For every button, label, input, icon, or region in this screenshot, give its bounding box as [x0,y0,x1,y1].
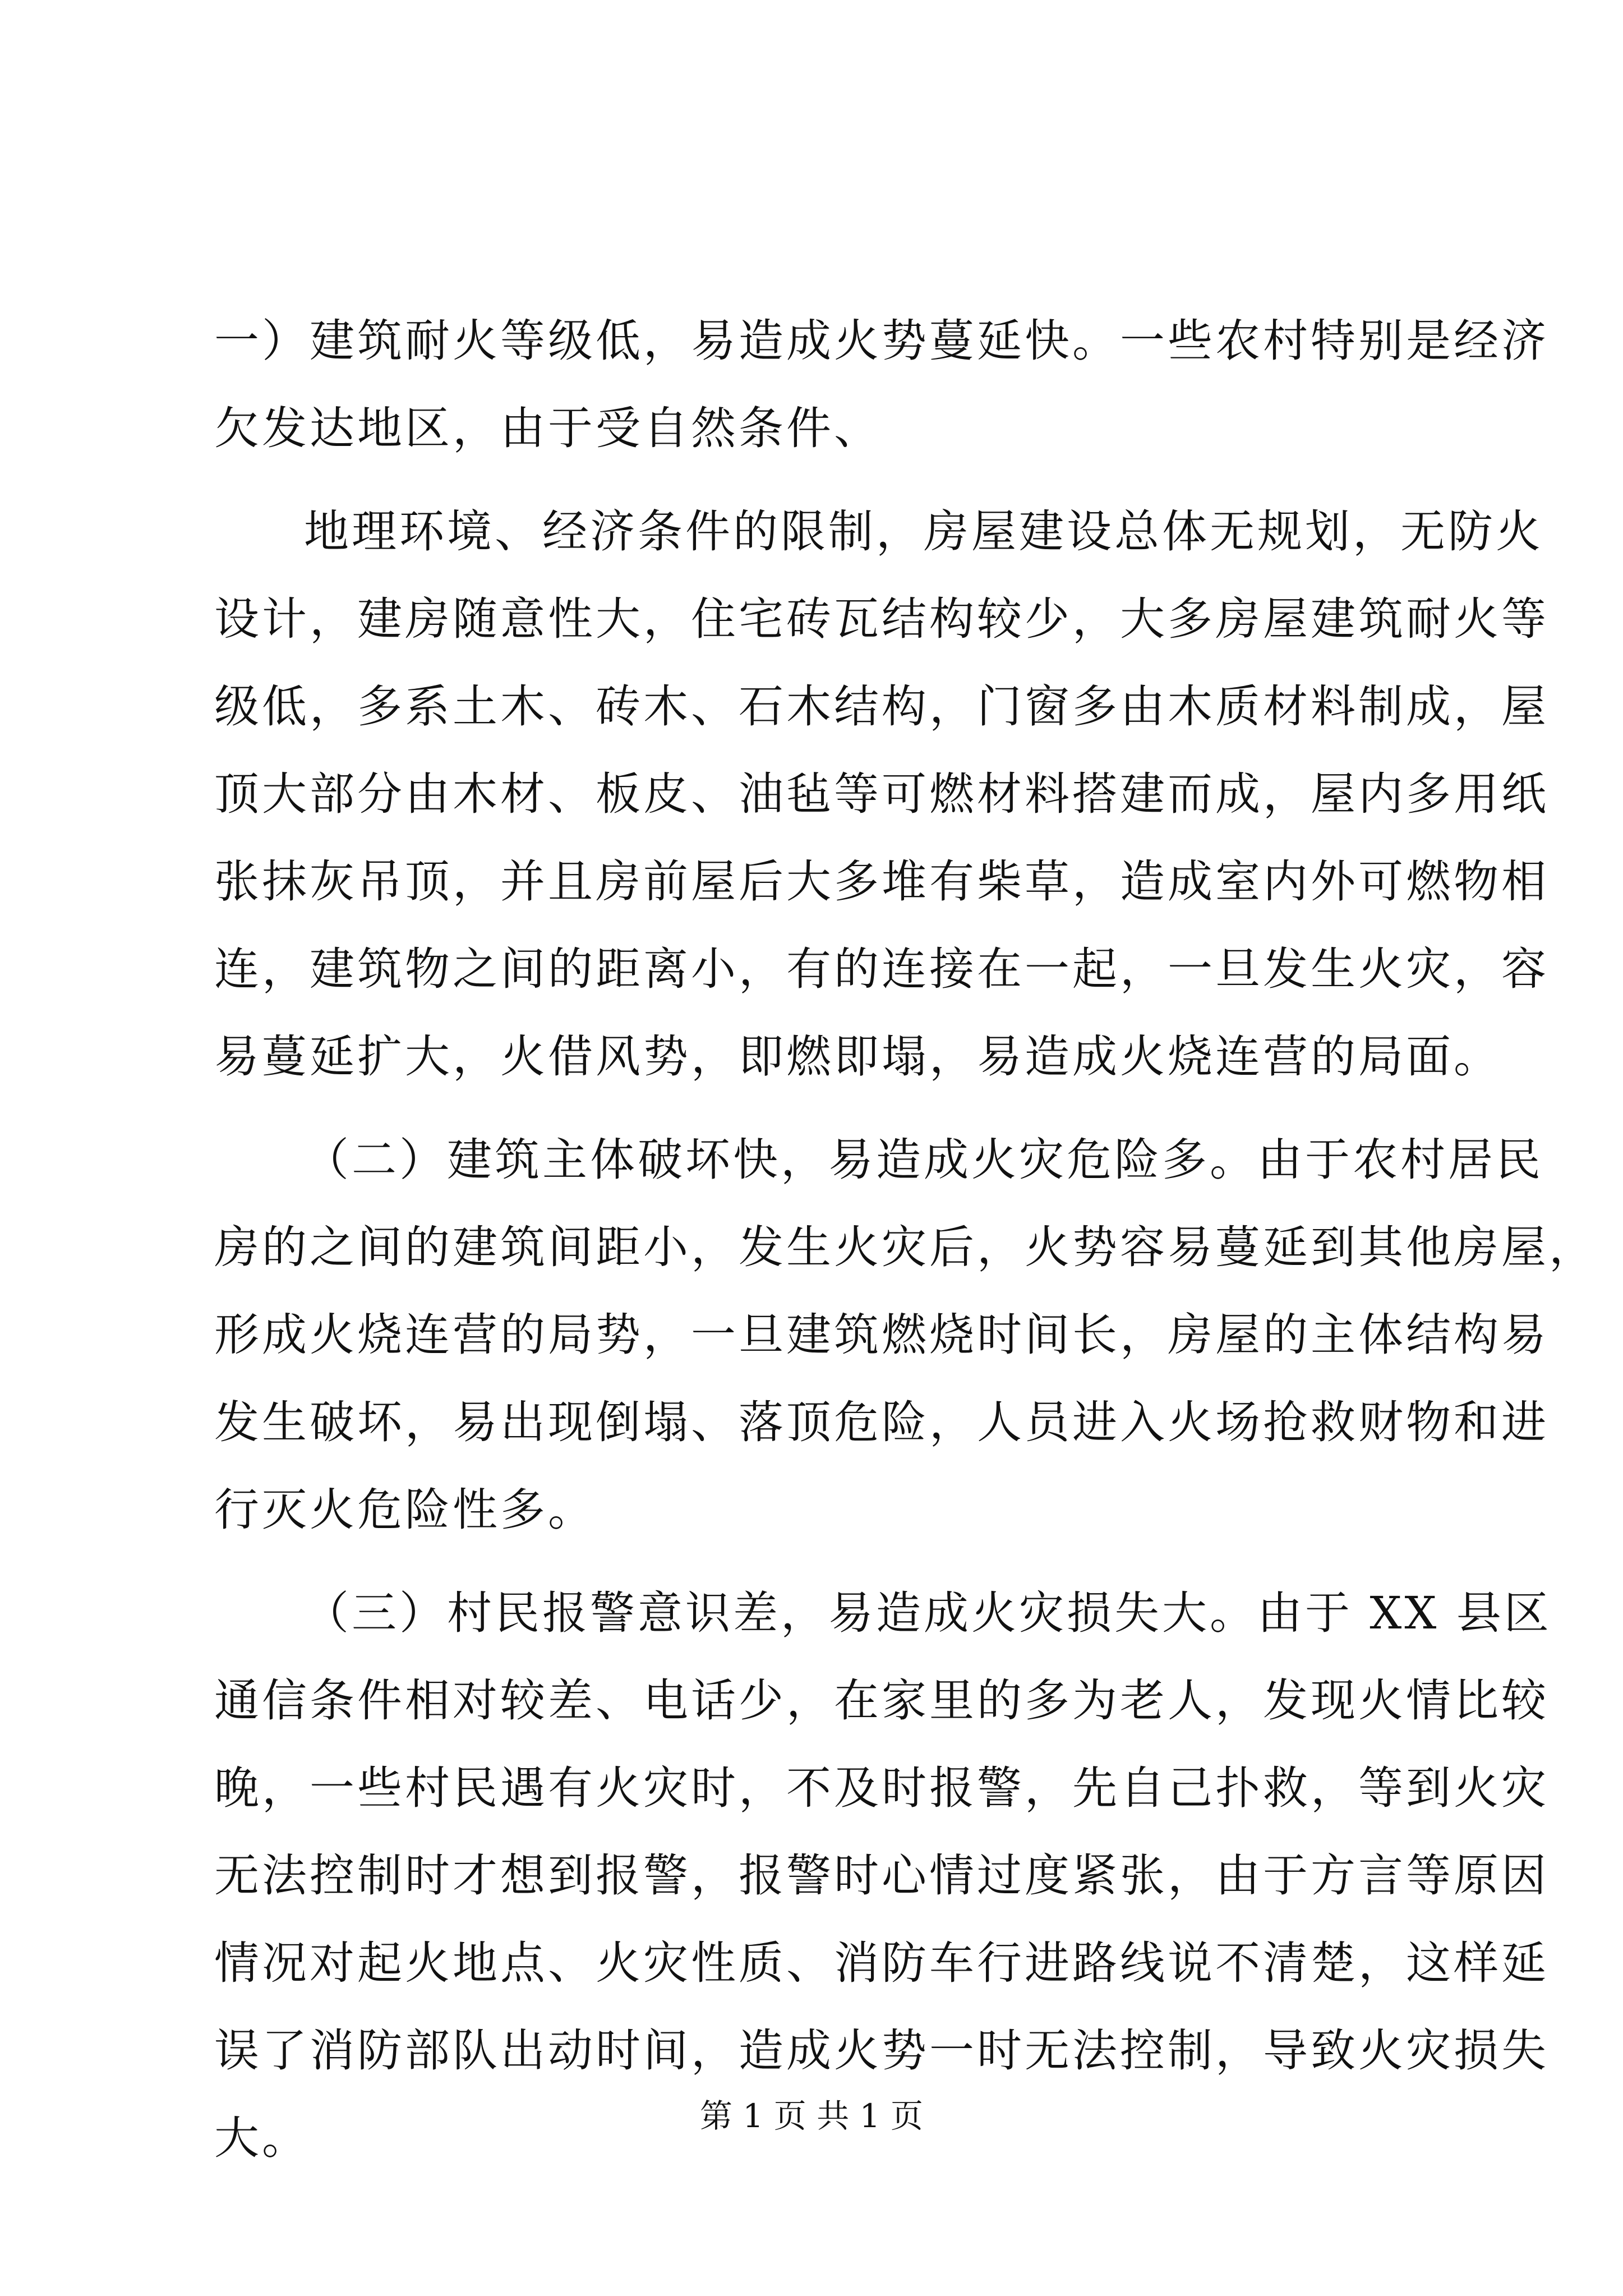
text-line: 情况对起火地点、火灾性质、消防车行进路线说不清楚，这样延 [214,1937,1549,1989]
text-line: 发生破坏，易出现倒塌、落顶危险，人员进入火场抢救财物和进 [214,1396,1549,1448]
document-body [214,297,1597,2182]
text-line: 连，建筑物之间的距离小，有的连接在一起，一旦发生火灾，容 [214,943,1549,995]
text-line: 形成火烧连营的局势，一旦建筑燃烧时间长，房屋的主体结构易 [214,1309,1549,1361]
text-line: 级低，多系土木、砖木、石木结构，门窗多由木质材料制成，屋 [214,680,1549,733]
text-line: 顶大部分由木材、板皮、油毡等可燃材料搭建而成，屋内多用纸 [214,768,1549,820]
text-line: 行灭火危险性多。 [214,1484,596,1536]
text-line: 欠发达地区，由于受自然条件、 [214,402,882,454]
text-line: 一）建筑耐火等级低，易造成火势蔓延快。一些农村特别是经济 [214,315,1549,367]
page-number-footer: 第 1 页 共 1 页 [700,2097,923,2135]
text-line: 无法控制时才想到报警，报警时心情过度紧张，由于方言等原因 [214,1849,1549,1902]
text-line: 设计，建房随意性大，住宅砖瓦结构较少，大多房屋建筑耐火等 [214,593,1549,645]
text-line: 通信条件相对较差、电话少，在家里的多为老人，发现火情比较 [214,1674,1549,1727]
text-line: 房的之间的建筑间距小，发生火灾后，火势容易蔓延到其他房屋， [214,1221,1597,1273]
text-line: 晚，一些村民遇有火灾时，不及时报警，先自己扑救，等到火灾 [214,1762,1549,1814]
text-line: 张抹灰吊顶，并且房前屋后大多堆有柴草，造成室内外可燃物相 [214,855,1549,908]
text-line: 大。 [214,2112,310,2164]
text-line: 易蔓延扩大，火借风势，即燃即塌，易造成火烧连营的局面。 [214,1030,1501,1083]
paragraph-start-line: 地理环境、经济条件的限制，房屋建设总体无规划，无防火 [304,505,1543,558]
paragraph-start-line: （二）建筑主体破坏快，易造成火灾危险多。由于农村居民 [304,1134,1543,1186]
text-line: 误了消防部队出动时间，造成火势一时无法控制，导致火灾损失 [214,2024,1549,2077]
paragraph-start-line: （三）村民报警意识差，易造成火灾损失大。由于 XX 县区 [304,1587,1552,1639]
